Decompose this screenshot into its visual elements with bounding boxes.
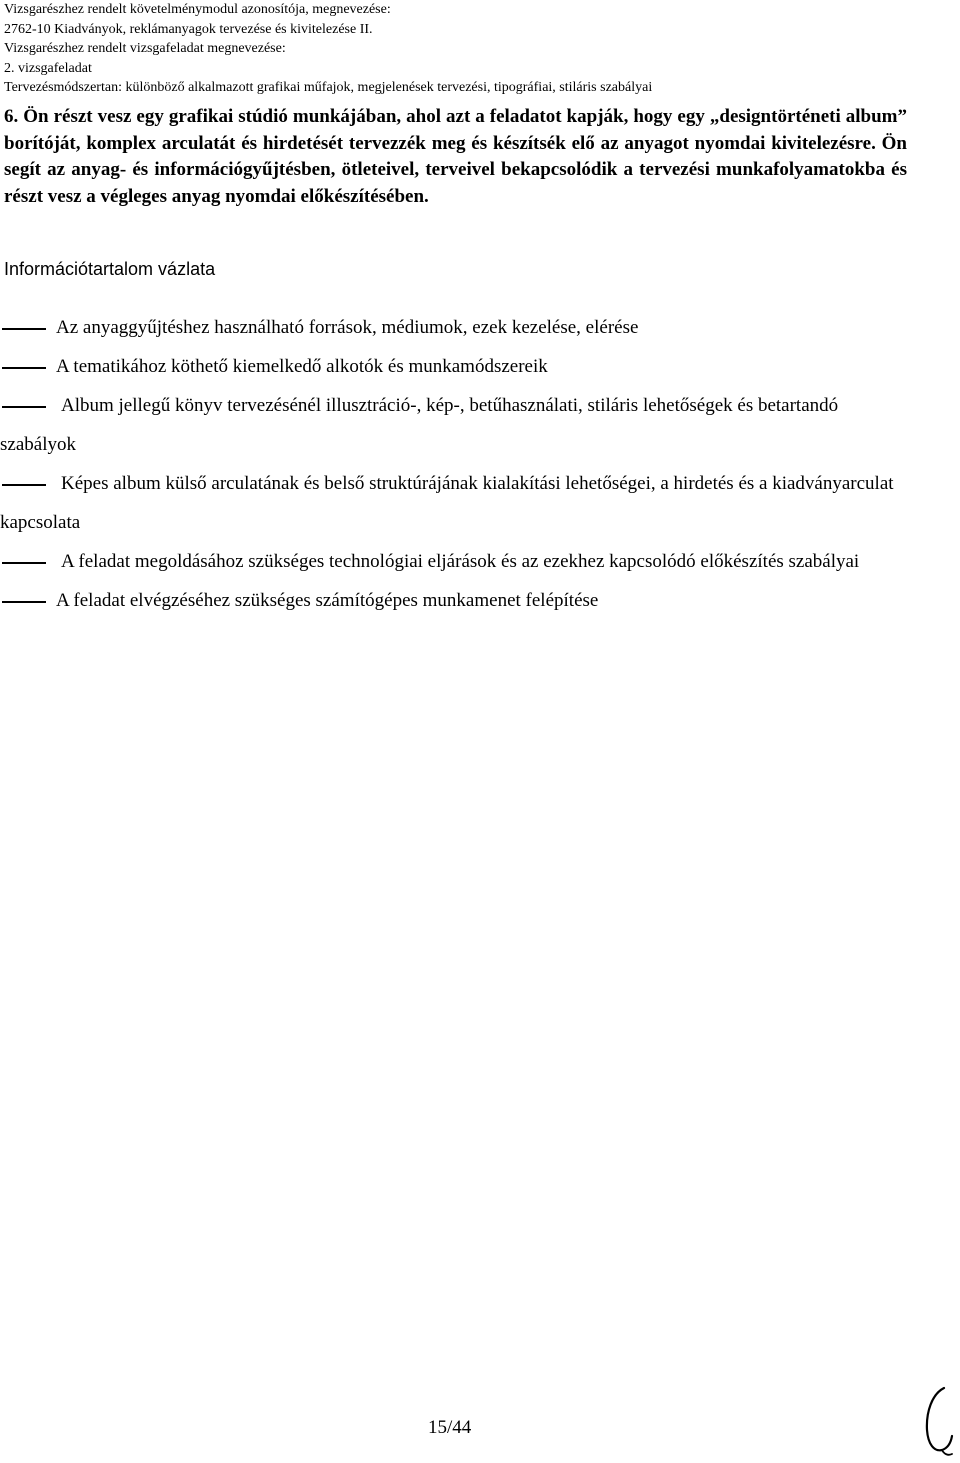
list-item: [0, 542, 910, 581]
list-item-text: Album jellegű könyv tervezésénél illusztráció-, kép-, betűhasználati, stiláris lehetőségek és betartandó szabályok: [0, 395, 839, 455]
dash-bullet-icon: [2, 406, 46, 408]
list-item: [0, 308, 910, 347]
dash-bullet-icon: [2, 367, 46, 369]
outline-heading: Információtartalom vázlata: [4, 259, 216, 279]
list-item-text: Az anyaggyűjtéshez használható források, médiumok, ezek kezelése, elérése: [56, 317, 639, 338]
document-header: [4, 0, 954, 98]
dash-bullet-icon: [2, 562, 46, 564]
list-item-text: A feladat megoldásához szükséges technológiai eljárások és az ezekhez kapcsolódó előkészítés szabályai: [61, 551, 860, 572]
header-line-module-label: Vizsgarészhez rendelt követelménymodul azonosítója, megnevezése:: [4, 2, 391, 17]
dash-bullet-icon: [2, 601, 46, 603]
page-number: 15/44: [428, 1417, 472, 1438]
list-item-text: A tematikához köthető kiemelkedő alkotók és munkamódszereik: [56, 356, 548, 377]
dash-bullet-icon: [2, 484, 46, 486]
list-item: [0, 347, 910, 386]
list-item: [0, 581, 910, 620]
dash-bullet-icon: [2, 328, 46, 330]
list-item-text: A feladat elvégzéséhez szükséges számítógépes munkamenet felépítése: [56, 590, 599, 611]
list-item-text: Képes album külső arculatának és belső struktúrájának kialakítási lehetőségei, a hirdetés és a kiadványarculat kapcsolata: [0, 473, 894, 533]
header-line-methodology: Tervezésmódszertan: különböző alkalmazott grafikai műfajok, megjelenések tervezési, tipográfiai, stiláris szabályai: [4, 80, 653, 95]
header-line-task-label: Vizsgarészhez rendelt vizsgafeladat megnevezése:: [4, 41, 286, 56]
signature-icon: [918, 1384, 958, 1459]
list-item: [0, 464, 910, 542]
task-description: 6. Ön részt vesz egy grafikai stúdió munkájában, ahol azt a feladatot kapják, hogy egy „designtörténeti album” borítóját, komplex arculatát és hirdetését tervezzék meg és készítsék elő az anyagot nyomdai kivitelezésre. Ön segít az anyag- és információgyűjtésben, ötleteivel, terveivel bekapcsolódik a tervezési munkafolyamatokba és részt vesz a végleges anyag nyomdai előkészítésében.: [4, 106, 907, 207]
header-line-module-name: 2762-10 Kiadványok, reklámanyagok tervezése és kivitelezése II.: [4, 21, 373, 37]
outline-list: [0, 308, 910, 620]
list-item: [0, 386, 910, 464]
header-line-task-name: 2. vizsgafeladat: [4, 60, 92, 76]
